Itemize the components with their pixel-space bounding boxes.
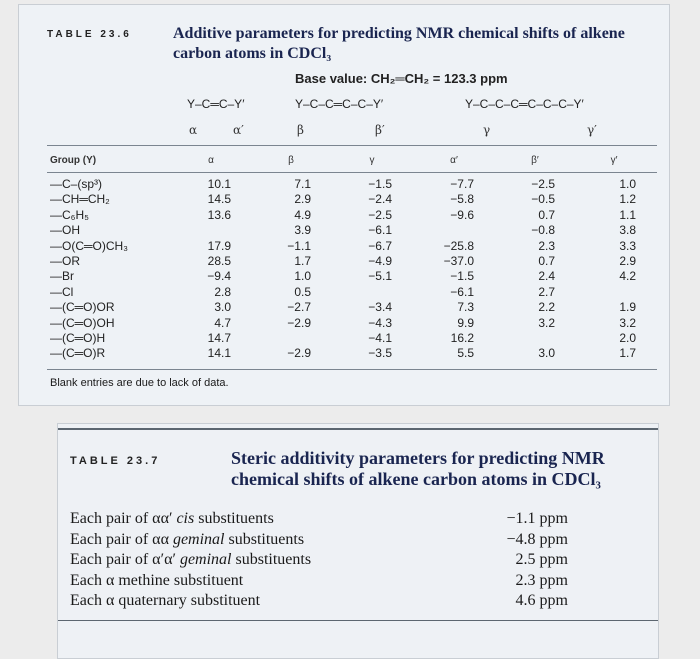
table-bottom-rule [47,369,657,370]
cell-beta-prime: 2.3 [538,238,555,253]
cell-gamma-prime: 1.0 [619,177,636,191]
cell-gamma-prime: 2.0 [619,331,636,345]
cell-beta: 1.7 [294,254,311,268]
cell-alpha: 3.0 [214,300,231,315]
table-23-7-title-line1: Steric additivity parameters for predicting NMR [231,448,605,468]
cell-alpha: 4.7 [214,315,231,330]
steric-label-em: geminal [172,530,225,548]
cell-gamma-prime: 3.3 [619,238,636,253]
cell-alpha-prime: −5.8 [450,192,474,207]
cell-alpha-prime: −9.6 [450,207,474,222]
position-beta: β [297,123,304,137]
cell-gamma: −3.4 [368,300,392,315]
steric-label-post: substituents [224,530,305,548]
cell-beta: 3.9 [294,223,311,238]
cell-gamma-prime: 1.2 [619,192,636,207]
cell-alpha: 2.8 [214,284,231,299]
footnote: Blank entries are due to lack of data. [50,377,229,389]
cell-gamma: −4.1 [368,331,392,345]
steric-label-pre: Each α methine substituent [70,571,244,589]
position-alpha-prime: α′ [233,123,244,137]
base-value: Base value: CH₂═CH₂ = 123.3 ppm [295,71,508,86]
cell-beta-prime: −2.5 [531,177,555,191]
cell-alpha: 14.7 [207,331,231,345]
table-row-group: —Br [50,269,74,284]
cell-gamma-prime: 2.9 [619,254,636,268]
position-gamma: γ [483,123,491,137]
position-gamma-prime: γ′ [587,123,597,137]
cell-alpha-prime: −6.1 [450,284,474,299]
cell-beta-prime: −0.8 [531,223,555,238]
steric-value: 4.6 ppm [515,592,568,609]
cell-alpha: 14.5 [207,192,231,207]
cell-beta-prime: 0.7 [538,254,555,268]
steric-row-label [70,510,274,528]
steric-label-pre: Each pair of αα′ [70,510,177,527]
substructure-gamma: Y–C–C–C═C–C–C–Y′ [465,97,584,111]
substructure-alpha: Y–C═C–Y′ [187,97,245,111]
cell-gamma: −1.5 [368,177,392,191]
steric-row-label [70,551,311,569]
col-header-alpha: α [208,155,214,166]
cell-beta-prime: 2.4 [538,269,555,284]
table-row-group: —(C═O)H [50,331,106,345]
col-header-beta-prime: β′ [531,155,539,166]
col-header-beta: β [288,155,294,166]
steric-label-pre: Each pair of αα [70,530,173,548]
table-23-7-label: TABLE 23.7 [70,455,161,467]
cell-gamma-prime: 1.9 [619,300,636,315]
steric-value: 2.3 ppm [515,571,568,589]
steric-label-post: substituents [194,510,274,527]
position-beta-prime: β′ [375,123,385,137]
cell-alpha-prime: −25.8 [443,238,474,253]
position-alpha: α [189,123,198,137]
table-row-group: —(C═O)OR [50,300,115,315]
steric-label-pre: Each pair of α′α′ [70,551,180,568]
cell-alpha-prime: 7.3 [457,300,474,315]
cell-gamma-prime: 1.7 [619,346,636,361]
cell-alpha: 17.9 [207,238,231,253]
cell-gamma: −2.4 [368,192,392,207]
cell-beta-prime: 3.0 [538,346,555,361]
cell-alpha-prime: −1.5 [450,269,474,284]
cell-alpha: 28.5 [207,254,231,268]
table-row-group: —(C═O)OH [50,315,115,330]
cell-alpha: −9.4 [207,269,231,284]
cell-gamma: −5.1 [368,269,392,284]
steric-label-em: geminal [179,551,232,568]
cell-beta: 1.0 [294,269,311,284]
table-row-group: —CH═CH₂ [50,192,110,207]
cell-alpha: 13.6 [207,207,231,222]
cell-gamma: −6.1 [368,223,392,238]
cell-gamma-prime: 3.2 [619,315,636,330]
table-row-group: —OH [50,223,80,238]
cell-beta-prime: 2.7 [538,284,555,299]
cell-alpha: 10.1 [207,177,231,191]
steric-label-em: cis [176,510,195,527]
cell-beta-prime: 2.2 [538,300,555,315]
table-row-group: —OR [50,254,80,268]
table-row-group: —C–(sp³) [50,177,103,191]
steric-value: 2.5 ppm [515,551,568,568]
cell-beta-prime: −0.5 [531,192,555,207]
table-23-6-title-line1: Additive parameters for predicting NMR chemical shifts of alkene [173,25,625,42]
cell-gamma: −3.5 [368,346,392,361]
cell-beta: 4.9 [294,207,311,222]
cell-gamma: −4.9 [368,254,392,268]
cell-alpha: 14.1 [207,346,231,361]
steric-value: −4.8 ppm [506,530,568,548]
cell-alpha-prime: 9.9 [457,315,474,330]
steric-label-pre: Each α quaternary substituent [70,592,261,609]
cell-alpha-prime: −37.0 [443,254,474,268]
steric-row-label [70,592,260,610]
cell-gamma: −6.7 [368,238,392,253]
steric-value: −1.1 ppm [506,510,568,527]
cell-gamma-prime: 3.8 [619,223,636,238]
table-row-group: —Cl [50,284,74,299]
cell-gamma-prime: 4.2 [619,269,636,284]
header-rule-bottom [47,172,657,173]
header-rule-top [47,145,657,146]
table-23-6-card [18,4,670,406]
table-row-group: —(C═O)R [50,346,106,361]
cell-gamma-prime: 1.1 [619,207,636,222]
table-row-group: —O(C═O)CH₃ [50,238,129,253]
cell-beta-prime: 0.7 [538,207,555,222]
table-23-7-card [57,423,659,659]
table-23-7-title-line2: chemical shifts of alkene carbon atoms in CDCl₃ [231,469,601,489]
table-23-7-bottom-rule [58,620,658,621]
table-23-6-label: TABLE 23.6 [47,29,132,40]
cell-alpha-prime: 16.2 [450,331,474,345]
substructure-beta: Y–C–C═C–C–Y′ [295,97,384,111]
cell-beta: 0.5 [294,284,311,299]
cell-beta: −2.9 [287,346,311,361]
group-header: Group (Y) [50,155,97,166]
steric-row-label [70,572,243,590]
cell-beta: −2.7 [287,300,311,315]
steric-label-post: substituents [231,551,312,568]
cell-alpha-prime: 5.5 [457,346,474,361]
cell-alpha-prime: −7.7 [450,177,474,191]
cell-beta: −1.1 [287,238,311,253]
col-header-gamma-prime: γ′ [610,155,618,166]
cell-gamma: −2.5 [368,207,392,222]
table-row-group: —C₆H₅ [50,207,90,222]
cell-beta: −2.9 [287,315,311,330]
steric-row-label [70,531,304,549]
cell-beta: 2.9 [294,192,311,207]
cell-gamma: −4.3 [368,315,392,330]
col-header-gamma: γ [369,155,375,166]
cell-beta-prime: 3.2 [538,315,555,330]
col-header-alpha-prime: α′ [450,155,458,166]
table-23-6-title-line2: carbon atoms in CDCl₃ [173,45,332,62]
table-23-7-top-rule [58,428,658,430]
cell-beta: 7.1 [294,177,311,191]
